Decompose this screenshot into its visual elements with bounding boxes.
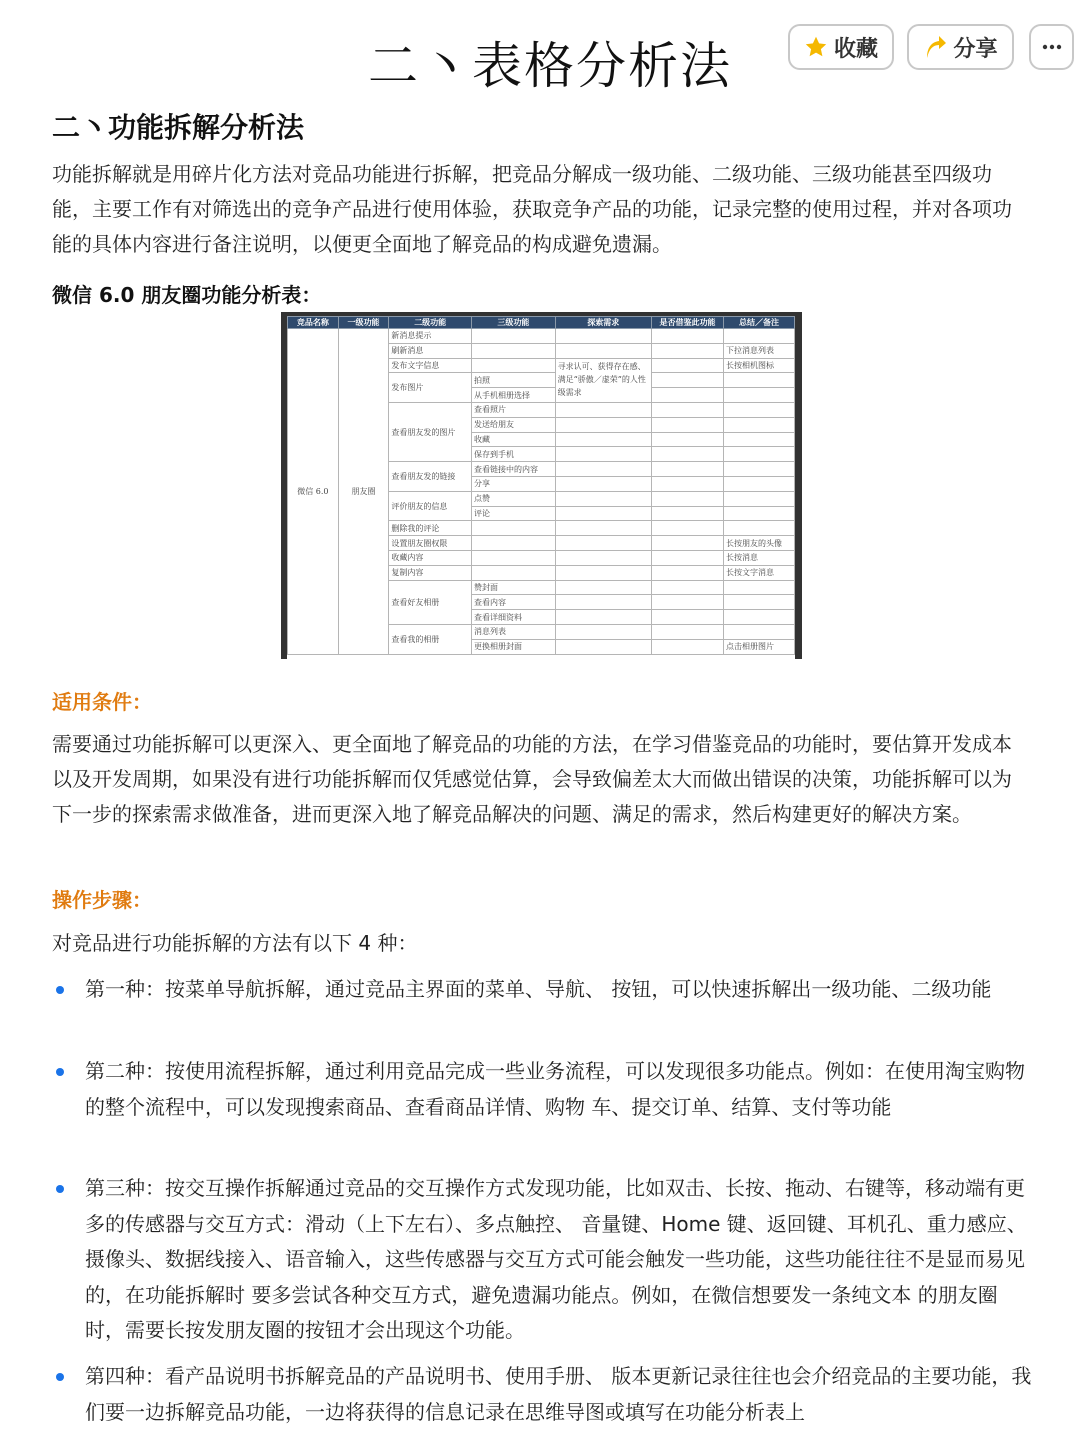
feature-table [287,316,795,655]
share-label: 分享 [953,36,998,62]
table-cell [723,624,794,639]
table-cell [651,624,723,639]
table-cell [472,343,556,358]
table-cell [723,402,794,417]
table-cell: 长按文字消息 [723,565,794,580]
table-cell: 查看朋友发的图片 [389,402,472,461]
table-cell [651,329,723,344]
table-cell: 消息列表 [472,624,556,639]
table-header-cell: 三级功能 [472,317,556,329]
table-cell: 收藏 [472,432,556,447]
table-cell: 发布文字信息 [389,358,472,373]
table-cell [555,610,651,625]
table-cell: 长按相机图标 [723,358,794,373]
method-text: 第三种：按交互操作拆解通过竞品的交互操作方式发现功能，比如双击、长按、拖动、右键等，移动端有更多的传感器与交互方式：滑动（上下左右）、多点触控、 音量键、Home 键、返回键、耳机孔、重力感应、摄像头、数据线接入、语音输入，这些传感器与交互方式可能会触发一些功能，这些功能往往不是显而易见的，在功能拆解时 要多尝试各种交互方式，避免遗漏功能点。例如，在微信想要发一条纯文本 的朋友圈时，需要长按发朋友圈的按钮才会出现这个功能。 [85,1176,1027,1342]
table-cell [472,536,556,551]
table-cell [651,521,723,536]
table-cell [472,358,556,373]
table-cell [555,476,651,491]
steps-label: 操作步骤： [52,888,152,912]
method-item [52,1054,1032,1125]
table-body [288,329,795,655]
table-cell [555,402,651,417]
favorite-label: 收藏 [833,36,878,62]
table-cell [555,624,651,639]
table-cell [555,417,651,432]
method-item [52,972,1032,1008]
table-cell [723,491,794,506]
table-cell [651,491,723,506]
bullet-dot [56,1068,64,1076]
table-row [288,329,795,344]
table-cell [651,402,723,417]
table-cell: 从手机相册选择 [472,388,556,403]
conditions-paragraph: 需要通过功能拆解可以更深入、更全面地了解竞品的功能的方法，在学习借鉴竞品的功能时，要估算开发成本以及开发周期，如果没有进行功能拆解而仅凭感觉估算，会导致偏差太大而做出错误的决策，功能拆解可以为下一步的探索需求做准备，进而更深入地了解竞品解决的问题、满足的需求，然后构建更好的解决方案。 [52,732,1012,826]
table-cell [651,639,723,654]
table-cell: 收藏内容 [389,550,472,565]
table-cell [555,536,651,551]
table-cell [651,595,723,610]
bullet-dot [56,1185,64,1193]
feature-table-image [281,312,802,659]
table-cell: 查看朋友发的链接 [389,462,472,492]
table-cell [555,550,651,565]
table-cell: 拍照 [472,373,556,388]
table-cell [651,580,723,595]
share-arrow-icon [923,34,947,60]
table-cell [723,447,794,462]
table-cell: 评论 [472,506,556,521]
table-cell: 新消息提示 [389,329,472,344]
table-header-row [288,317,795,329]
table-cell [472,521,556,536]
favorite-button[interactable] [788,24,894,70]
table-header-cell: 竞品名称 [288,317,339,329]
table-cell: 刷新消息 [389,343,472,358]
table-cell [651,417,723,432]
table-cell [651,506,723,521]
table-cell: 复制内容 [389,565,472,580]
table-cell: 查看照片 [472,402,556,417]
table-cell: 下拉消息列表 [723,343,794,358]
table-cell: 查看我的相册 [389,624,472,654]
table-cell [555,639,651,654]
table-header-cell: 二级功能 [389,317,472,329]
table-header-cell: 一级功能 [338,317,389,329]
table-cell [651,447,723,462]
table-cell: 分享 [472,476,556,491]
table-cell: 点击相册图片 [723,639,794,654]
table-cell [555,462,651,477]
table-cell [555,595,651,610]
table-header-cell: 探索需求 [555,317,651,329]
table-header-cell: 是否借鉴此功能 [651,317,723,329]
table-cell [651,432,723,447]
table-cell [651,565,723,580]
steps-lead: 对竞品进行功能拆解的方法有以下 4 种： [52,931,418,955]
table-cell: 更换相册封面 [472,639,556,654]
page-title: 二丶表格分析法 [368,37,732,95]
method-item [52,1359,1032,1430]
table-cell [723,506,794,521]
method-text: 第四种：看产品说明书拆解竞品的产品说明书、使用手册、 版本更新记录往往也会介绍竞品的主要功能，我们要一边拆解竞品功能，一边将获得的信息记录在思维导图或填写在功能分析表上 [85,1364,1032,1424]
table-cell [723,432,794,447]
star-icon [804,35,828,59]
intro-paragraph: 功能拆解就是用碎片化方法对竞品功能进行拆解，把竞品分解成一级功能、二级功能、三级功能甚至四级功能，主要工作有对筛选出的竞争产品进行使用体验，获取竞争产品的功能，记录完整的使用过程，并对各项功能的具体内容进行备注说明，以便更全面地了解竞品的构成避免遗漏。 [52,162,1012,256]
table-cell: 长按消息 [723,550,794,565]
method-text: 第二种：按使用流程拆解，通过利用竞品完成一些业务流程，可以发现很多功能点。例如：在使用淘宝购物的整个流程中，可以发现搜索商品、查看商品详情、购物 车、提交订单、结算、支付等功能 [85,1059,1025,1119]
table-cell: 长按朋友的头像 [723,536,794,551]
table-cell [723,417,794,432]
section-heading: 二丶功能拆解分析法 [52,111,305,144]
table-cell [723,462,794,477]
table-cell [723,610,794,625]
table-cell: 设置朋友圈权限 [389,536,472,551]
table-cell [723,373,794,388]
table-cell [555,329,651,344]
bullet-dot [56,986,64,994]
table-cell [651,550,723,565]
table-cell: 查看好友相册 [389,580,472,624]
table-cell [555,491,651,506]
table-cell [723,521,794,536]
table-cell [723,476,794,491]
table-cell: 寻求认可、获得存在感、满足“骄傲／虚荣”的人性级需求 [555,358,651,402]
bullet-dot [56,1373,64,1381]
table-cell [472,550,556,565]
table-cell [555,506,651,521]
more-dots-icon [1042,44,1062,50]
table-cell: 查看链接中的内容 [472,462,556,477]
table-caption: 微信 6.0 朋友圈功能分析表： [52,283,322,307]
table-cell: 发送给朋友 [472,417,556,432]
table-cell [555,432,651,447]
table-cell [555,565,651,580]
table-cell [555,521,651,536]
table-cell [472,565,556,580]
table-cell [723,580,794,595]
method-item [52,1171,1032,1349]
table-cell [555,580,651,595]
table-header-cell: 总结／备注 [723,317,794,329]
table-cell [723,388,794,403]
table-cell [651,373,723,388]
table-cell: 评价朋友的信息 [389,491,472,521]
table-cell: 发布图片 [389,373,472,403]
share-button[interactable] [907,24,1014,70]
table-cell [723,329,794,344]
table-cell: 微信 6.0 [288,329,339,655]
table-cell: 保存到手机 [472,447,556,462]
table-cell: 赞封面 [472,580,556,595]
table-cell: 查看详细资料 [472,610,556,625]
table-cell [651,610,723,625]
table-cell: 朋友圈 [338,329,389,655]
table-cell [723,595,794,610]
method-text: 第一种：按菜单导航拆解，通过竞品主界面的菜单、导航、 按钮，可以快速拆解出一级功能、二级功能 [85,977,992,1001]
table-cell [651,358,723,373]
table-cell [651,388,723,403]
more-button[interactable] [1029,24,1074,70]
table-cell: 删除我的评论 [389,521,472,536]
table-cell [472,329,556,344]
table-cell: 查看内容 [472,595,556,610]
table-cell [651,536,723,551]
table-cell [651,343,723,358]
conditions-label: 适用条件： [52,690,152,714]
table-cell: 点赞 [472,491,556,506]
table-cell [651,462,723,477]
table-cell [651,476,723,491]
table-cell [555,447,651,462]
table-cell [555,343,651,358]
